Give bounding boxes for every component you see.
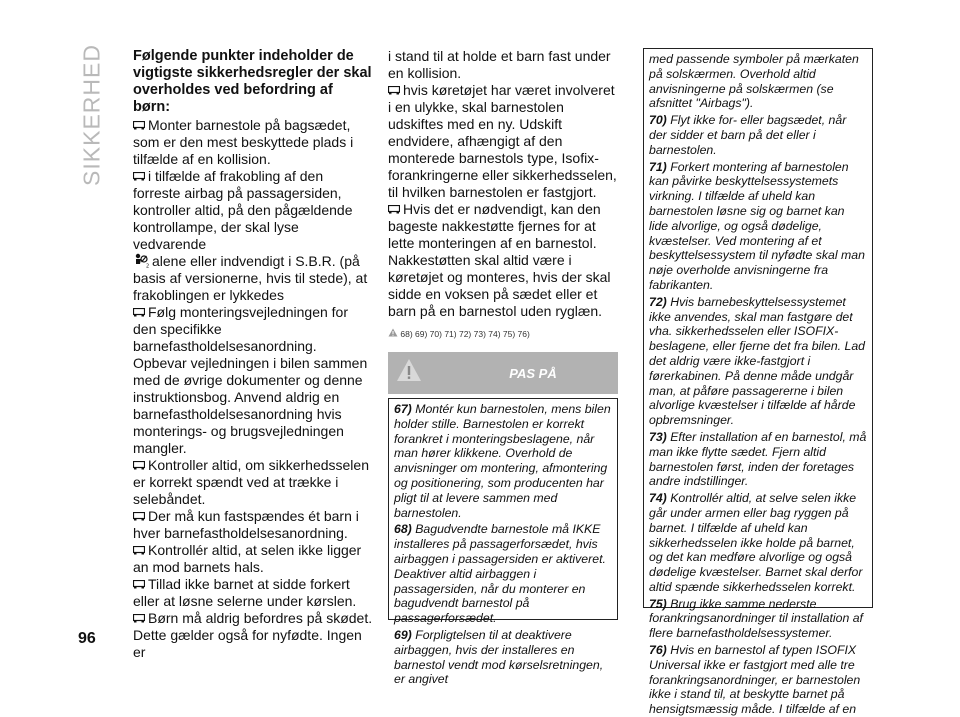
warning-item [649,430,867,489]
list-item-text: Hvis det er nødvendigt, kan den bageste nakkestøtte fjernes for at lette monteringen af en barnestol. Nakkestøtten skal altid være i køretøjet og monteres, hvis der skal sidde en voksen på sædet eller et barn på en barnestol uden ryglæn. [388,201,611,319]
caution-header [388,352,618,394]
warning-text: Bagudvendte barnestole må IKKE installeres på passagerforsædet, hvis airbaggen i passagersiden er aktiveret. Deaktiver altid airbaggen i passagersiden, når du monterer en bagudvendt barnestol på passagerforsædet. [394,522,606,626]
car-bullet-icon [133,121,145,130]
warning-item [649,491,867,595]
list-item-text: Følg monteringsvejledningen for den specifikke barnefastholdelsesanordning. Opbevar vejledningen i bilen sammen med de øvrige dokumenter og denne instruktionsbog. Anvend aldrig en barnefastholdelsesanordning hvis monterings- og brugsvejledningen mangler. [133,304,368,456]
list-item [388,201,618,320]
warning-references [388,326,618,343]
list-item [133,253,373,304]
warning-number: 70) [649,113,667,128]
warning-number: 68) [394,522,412,537]
list-item [133,576,373,610]
warning-item [394,402,612,520]
section-tab [72,40,112,190]
warning-number: 69) [394,627,412,642]
warning-text: Flyt ikke for- eller bagsædet, når der sidder et barn på det eller i barnestolen. [649,113,847,157]
caution-title: PAS PÅ [509,366,557,381]
warning-text: Efter installation af en barnestol, må man ikke flytte sædet. Fjern altid barnestolen først, inden der foretages andre indstillinger. [649,429,867,489]
warning-text: Forkert montering af barnestolen kan påvirke beskyttelsessystemets virkning. I tilfælde af uheld kan barnestolen løsne sig og barnet kan lide alvorlige, og også dødelige, kvæstelser. Ved montering af et beskyttelsessystem til nyfødte skal man nøje overholde anvisningerne fra fabrikanten. [649,159,865,292]
warning-item [649,113,867,157]
warning-number: 71) [649,159,667,174]
list-item [133,168,373,253]
warning-text: Montér kun barnestolen, mens bilen holder stille. Barnestolen er korrekt forankret i monteringsbeslagene, når man hører klikkene. Overhold de anvisninger om montering, afmontering og positionering, som producenten har pligt til at levere sammen med barnestolen. [394,402,611,520]
list-item [133,610,373,661]
warnings-box-2 [643,48,873,717]
car-bullet-icon [133,512,145,521]
warning-number: 73) [649,429,667,444]
car-bullet-icon [133,580,145,589]
list-item-text: Kontrollér altid, at selen ikke ligger an mod barnets hals. [133,542,362,575]
warning-number: 72) [649,294,667,309]
warning-item [649,597,867,641]
warning-number: 76) [649,643,667,658]
section-heading: Følgende punkter indeholder de vigtigste sikkerhedsregler der skal overholdes ved befordring af børn: [133,48,372,115]
warning-number: 67) [394,402,412,416]
warning-item [649,160,867,293]
warning-number: 74) [649,491,667,506]
list-item [133,304,373,457]
svg-text:2: 2 [146,263,150,268]
list-item-text: i tilfælde af frakobling af den forreste airbag på passagersiden, kontroller altid, på den pågældende kontrollampe, der skal lyse vedvarende [133,168,353,252]
warning-text: Forpligtelsen til at deaktivere airbaggen, hvis der installeres en barnestol vendt mod kørselsretningen, er angivet [394,627,604,687]
list-item [133,117,373,168]
car-bullet-icon [133,546,145,555]
reference-list: 68) 69) 70) 71) 72) 73) 74) 75) 76) [400,329,530,339]
list-item-text: Børn må aldrig befordres på skødet. Dette gælder også for nyfødte. Ingen er [133,610,373,660]
car-bullet-icon [133,308,145,317]
warning-triangle-icon [396,358,422,382]
list-item-text: alene eller indvendigt i S.B.R. (på basis af versionerne, hvis til stede), at frakoblingen er lykkedes [133,253,368,303]
car-bullet-icon [388,205,400,214]
list-item [133,457,373,508]
list-item [133,508,373,542]
column-1 [133,48,373,661]
column-2 [388,48,618,343]
list-item-text: Kontroller altid, om sikkerhedsselen er korrekt spændt ved at trække i selebåndet. [133,457,369,507]
warning-item [649,52,867,111]
car-bullet-icon [133,172,145,181]
list-item-text: Monter barnestole på bagsædet, som er den mest beskyttede plads i tilfælde af en kollision. [133,117,354,167]
list-item [133,542,373,576]
warnings-box-1 [388,398,618,687]
warning-item [394,522,612,626]
warning-triangle-icon [388,328,398,337]
airbag-off-icon [133,253,150,268]
warning-text: Kontrollér altid, at selve selen ikke går under armen eller bag ryggen på barnet. I tilfælde af uheld kan sikkerhedsselen ikke holde på barnet, og det kan medføre alvorlige og også dødelige kvæstelser. Barnet skal derfor altid spænde sikkerhedsselen korrekt. [649,491,863,594]
page-number: 96 [78,630,96,647]
warning-text: med passende symboler på mærkaten på solskærmen. Overhold altid anvisningerne på solskærmen (se afsnittet "Airbags"). [649,52,859,111]
list-item-text: Der må kun fastspændes ét barn i hver barnefastholdelsesanordning. [133,508,359,541]
warning-item [394,628,612,687]
section-tab-label: SIKKERHED [78,44,105,186]
list-item-text: hvis køretøjet har været involveret i en ulykke, skal barnestolen udskiftes med en ny. Udskift endvidere, afhængigt af den monterede barnestols type, Isofix-forankringerne eller sikkerhedsselen, til hvilken barnestolen er fastgjort. [388,82,617,200]
warning-text: Hvis en barnestol af typen ISOFIX Universal ikke er fastgjort med alle tre forankringsanordninger, er barnestolen ikke i stand til, at beskytte barnet på hensigtsmæssig måde. I tilfælde af en [649,643,861,717]
warning-text: Brug ikke samme nederste forankringsanordninger til installation af flere barnefastholdelsessystemer. [649,596,863,641]
warning-number: 75) [649,596,667,611]
warning-text: Hvis barnebeskyttelsessystemet ikke anvendes, skal man fastgøre det vha. sikkerhedsselen eller ISOFIX-beslagene, eller fjerne det fra bilen. Lad det aldrig være ikke-fastgjort i førerkabinen. På denne måde undgår man, at påføre passagererne i bilen alvorlige kvæstelser i tilfælde af hårde opbremsninger. [649,294,866,428]
list-item-text: Tillad ikke barnet at sidde forkert eller at løsne selerne under kørslen. [133,576,357,609]
list-item [388,82,618,201]
warning-item [649,643,867,717]
car-bullet-icon [133,461,145,470]
car-bullet-icon [388,86,400,95]
warning-item [649,295,867,428]
continued-text: i stand til at holde et barn fast under en kollision. [388,48,611,81]
car-bullet-icon [133,614,145,623]
